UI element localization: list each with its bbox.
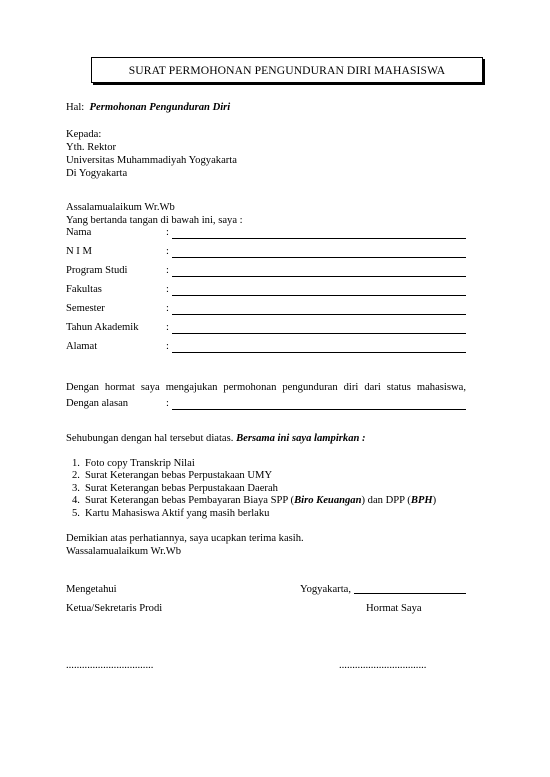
field-input-line[interactable]	[172, 276, 466, 277]
recipient-block	[66, 128, 237, 180]
recipient-line: Kepada:	[66, 129, 102, 140]
field-alasan[interactable]: Dengan alasan :	[66, 398, 476, 412]
field-label: Tahun Akademik	[66, 322, 139, 333]
field-input-line[interactable]	[172, 409, 466, 410]
date-input-line[interactable]	[354, 593, 466, 594]
field-nama[interactable]: Nama :	[66, 227, 476, 241]
subject-line	[66, 101, 230, 114]
subject-label: Hal:	[66, 102, 85, 113]
list-item: 3. Surat Keterangan bebas Perpustakaan Daerah	[72, 482, 278, 494]
field-input-line[interactable]	[172, 238, 466, 239]
field-tahun-akademik[interactable]: Tahun Akademik :	[66, 322, 476, 336]
list-item: 4. Surat Keterangan bebas Pembayaran Biaya SPP (Biro Keuangan) dan DPP (BPH)	[72, 495, 437, 507]
field-label: Fakultas	[66, 284, 102, 295]
list-item: 1. Foto copy Transkrip Nilai	[72, 458, 195, 469]
field-input-line[interactable]	[172, 333, 466, 334]
field-input-line[interactable]	[172, 314, 466, 315]
field-alamat[interactable]: Alamat :	[66, 341, 476, 355]
field-label: Program Studi	[66, 265, 128, 276]
list-item: 2. Surat Keterangan bebas Perpustakaan UMY	[72, 470, 273, 482]
closing-line: Demikian atas perhatiannya, saya ucapkan terima kasih.	[66, 533, 304, 544]
field-label: Semester	[66, 303, 105, 314]
field-label: N I M	[66, 246, 92, 257]
recipient-line: Di Yogyakarta	[66, 168, 128, 179]
field-input-line[interactable]	[172, 295, 466, 296]
field-label: Alamat	[66, 341, 98, 352]
field-nim[interactable]: N I M :	[66, 246, 476, 260]
signature-left-role: Ketua/Sekretaris Prodi	[66, 603, 163, 614]
signature-right-role: Hormat Saya	[366, 603, 422, 614]
greeting: Assalamualaikum Wr.Wb	[66, 202, 175, 213]
signature-left-heading: Mengetahui	[66, 584, 117, 595]
request-paragraph: Dengan hormat saya mengajukan permohonan pengunduran diri dari status mahasiswa,	[66, 382, 466, 393]
farewell-line: Wassalamualaikum Wr.Wb	[66, 546, 182, 557]
signature-left-dots: .................................	[66, 660, 154, 671]
field-input-line[interactable]	[172, 257, 466, 258]
signature-right-dots: .................................	[339, 660, 427, 671]
list-item: 5. Kartu Mahasiswa Aktif yang masih berlaku	[72, 507, 270, 519]
attachments-list	[66, 458, 436, 520]
field-semester[interactable]: Semester :	[66, 303, 476, 317]
field-label: Dengan alasan	[66, 398, 129, 409]
letter-title: SURAT PERMOHONAN PENGUNDURAN DIRI MAHASISWA	[91, 57, 483, 83]
signature-place: Yogyakarta,	[300, 584, 352, 595]
field-input-line[interactable]	[172, 352, 466, 353]
undersigned-statement: Yang bertanda tangan di bawah ini, saya :	[66, 215, 243, 226]
field-fakultas[interactable]: Fakultas :	[66, 284, 476, 298]
field-label: Nama	[66, 227, 92, 238]
field-program-studi[interactable]: Program Studi :	[66, 265, 476, 279]
recipient-line: Yth. Rektor	[66, 142, 117, 153]
subject-text: Permohonan Pengunduran Diri	[89, 102, 231, 113]
recipient-line: Universitas Muhammadiyah Yogyakarta	[66, 155, 237, 166]
attachments-intro: Sehubungan dengan hal tersebut diatas. Bersama ini saya lampirkan :	[66, 433, 366, 444]
